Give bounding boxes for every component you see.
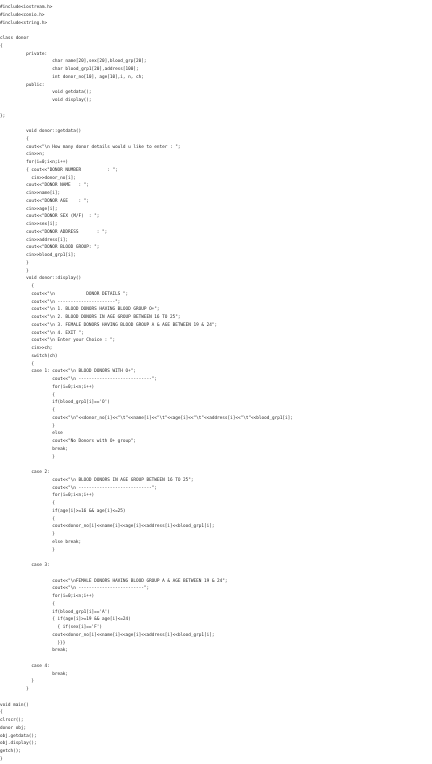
code-line: cin>>n; (0, 152, 45, 158)
code-line: { (0, 392, 55, 398)
code-line: #include<string.h> (0, 20, 48, 26)
code-line: } (0, 268, 29, 274)
code-line: cout<<"\n 2. BLOOD DONORS IN AGE GROUP BETWEEN 16 TO 25"; (0, 315, 181, 320)
code-line: case 2: (0, 470, 50, 475)
code-line: if(age[i]>=16 && age[i]<=25) (0, 508, 126, 514)
code-line: void getdata(); (0, 90, 92, 96)
code-line: int donor_no[10], age[10],i, n, ch; (0, 74, 144, 80)
code-line: { cout<<"DONOR NUMBER : "; (0, 167, 118, 173)
code-line: { if(age[i]>=19 && age[i]<=24) (0, 617, 131, 623)
code-line: { (0, 43, 3, 49)
code-line: public: (0, 82, 45, 88)
code-line: private: (0, 51, 48, 57)
code-line: clrscr(); (0, 718, 24, 723)
code-line: cin>>sex[i]; (0, 222, 58, 227)
code-line: cout<<"DONOR AGE : "; (0, 198, 89, 204)
code-line: cout<<"\n 4. EXIT "; (0, 330, 84, 336)
code-line: { (0, 408, 55, 413)
code-line: cout<<"\n 1. BLOOD DONORS HAVING BLOOD GROUP O+"; (0, 307, 160, 313)
code-line: } (0, 756, 3, 762)
code-line: } (0, 547, 55, 553)
code-line: char name[20],sex[20],blood_grp[20]; (0, 59, 147, 65)
code-line: break; (0, 446, 68, 452)
code-line: cout<<"DONOR SEX (M/F) : "; (0, 214, 100, 220)
code-line: } (0, 532, 55, 537)
code-line: { (0, 136, 29, 142)
code-line: cout<<"\n How many donor details would u like to enter : "; (0, 144, 181, 150)
code-line: switch(ch) (0, 353, 58, 359)
code-line: cout<<"\n DONOR DETAILS "; (0, 291, 129, 297)
code-line: cout<<donor_no[i]<<name[i]<<age[i]<<address[i]<<blood_grp1[i]; (0, 632, 215, 638)
code-line: cin>>age[i]; (0, 206, 58, 212)
code-line: cin>>blood_grp1[i]; (0, 253, 76, 258)
code-line: cout<<"\n BLOOD DONORS IN AGE GROUP BETWEEN 16 TO 25"; (0, 477, 194, 483)
code-line: #include<conio.h> (0, 12, 45, 18)
code-line: cout<<"\n ----------------------"; (0, 299, 121, 305)
code-line: break; (0, 648, 68, 654)
code-line: cout<<"\n 3. FEMALE DONORS HAVING BLOOD GROUP A & AGE BETWEEN 19 & 24"; (0, 322, 218, 328)
code-line: for(i=0;i<n;i++) (0, 384, 95, 390)
code-line: { (0, 361, 34, 367)
code-line: }}} (0, 640, 66, 646)
code-line: if(blood_grp1[i]=='A') (0, 609, 110, 615)
code-line: { if(sex[i]=='F') (0, 625, 102, 630)
code-line: break; (0, 671, 68, 677)
code-line: else (0, 431, 63, 437)
code-line: #include<iostream.h> (0, 5, 53, 10)
code-line: cin>>address[i]; (0, 237, 68, 243)
code-line: } (0, 260, 29, 266)
code-line: cin>>donor_no[i]; (0, 175, 76, 181)
code-line: { (0, 601, 55, 607)
code-line: char blood_grp1[20],address[100]; (0, 67, 139, 72)
code-line: void main() (0, 702, 29, 708)
code-line: { (0, 516, 55, 522)
code-line: case 4: (0, 663, 50, 669)
code-line: cin>>ch; (0, 346, 53, 351)
code-line: void donor::display() (0, 276, 82, 282)
code-line: } (0, 423, 55, 429)
code-line: cout<<"\n ----------------------------"; (0, 377, 157, 382)
code-line: obj.getdata(); (0, 733, 37, 739)
code-line: { (0, 501, 55, 506)
code-line: if(blood_grp1[i]=='O') (0, 400, 110, 406)
code-line: cin>>name[i]; (0, 191, 61, 196)
code-line: case 3: (0, 563, 50, 568)
code-line: getch(); (0, 749, 21, 754)
code-line: } (0, 679, 34, 685)
code-line: cout<<"No Donors with O+ group"; (0, 439, 136, 444)
code-line: cout<<"\n Enter your Choice : "; (0, 338, 116, 344)
code-line: cout<<"DONOR NAME : "; (0, 183, 89, 189)
code-line: } (0, 687, 29, 692)
code-line: cout<<"DONOR ADDRESS : "; (0, 229, 108, 235)
code-line: cout<<"\n ----------------------------"; (0, 485, 157, 491)
code-line: donor obj; (0, 725, 27, 731)
code-line: for(i=0;i<n;i++) (0, 160, 68, 165)
code-line: }; (0, 113, 6, 119)
code-line: cout<<"\n -------------------------"; (0, 586, 150, 592)
code-line: cout<<"DONOR BLOOD GROUP: "; (0, 245, 100, 251)
code-line: case 1: cout<<"\n BLOOD DONORS WITH O+"; (0, 369, 136, 375)
code-line: for(i=0;i<n;i++) (0, 594, 95, 599)
code-line: obj.display(); (0, 741, 37, 747)
code-line: { (0, 284, 34, 289)
code-line: for(i=0;i<n;i++) (0, 493, 95, 499)
code-line: else break; (0, 539, 82, 545)
code-line: } (0, 454, 55, 460)
code-line: cout<<"\n"<<donor_no[i]<<"\t"<<name[i]<<"\t"<<age[i]<<"\t"<<address[i]<<"\t"<<blood_grp1[i]; (0, 415, 293, 421)
code-line: void donor::getdata() (0, 129, 82, 134)
code-line: class donor (0, 36, 29, 41)
code-line: void display(); (0, 98, 92, 103)
code-line: cout<<"\nFEMALE DONORS HAVING BLOOD GROUP A & AGE BETWEEN 19 & 24"; (0, 578, 228, 584)
code-line: cout<<donor_no[i]<<name[i]<<age[i]<<address[i]<<blood_grp1[i]; (0, 524, 215, 530)
code-line: { (0, 710, 3, 716)
